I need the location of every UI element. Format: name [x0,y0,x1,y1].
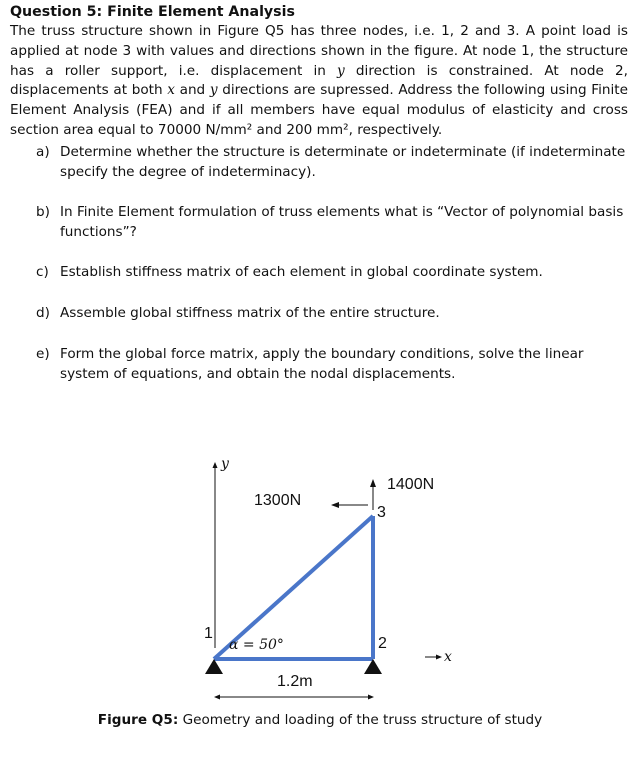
intro-part-2: direction is constrained. At node 2, displacements at both [10,62,628,99]
roller-support-icon [205,659,223,674]
y-axis-label: y [221,456,229,472]
x-axis-label: x [444,649,452,665]
item-text: Form the global force matrix, apply the boundary conditions, solve the linear system of equations, and obtain the nodal displacements. [60,346,584,382]
item-label: a) [36,144,50,160]
load-horizontal-label: 1300N [254,492,302,509]
intro-part-1: The truss structure shown in Figure Q5 has three nodes, i.e. 1, 2 and 3. A point load is applied at node 3 with values and directions shown in the figure. At node 1, the structure has a roller support, i.e. displacement in [10,23,628,79]
question-title: Question 5: Finite Element Analysis [10,4,295,20]
item-label: d) [36,305,50,321]
pin-support-icon [364,659,382,674]
var-x: x [167,82,175,99]
intro-part-3: and [174,82,210,99]
node-2-label: 2 [378,635,387,652]
item-text: Establish stiffness matrix of each element in global coordinate system. [60,264,543,280]
caption-label: Figure Q5: [97,712,179,728]
angle-label: α = 50° [229,637,284,653]
item-label: e) [36,346,50,362]
caption-text: Geometry and loading of the truss structure of study [178,712,543,728]
load-vertical-label: 1400N [387,476,435,493]
item-label: c) [36,264,49,280]
span-label: 1.2m [277,673,313,690]
item-text: Assemble global stiffness matrix of the entire structure. [60,305,440,321]
var-y: y [209,82,218,99]
node-1-label: 1 [204,625,213,642]
item-label: b) [36,204,50,220]
node-3-label: 3 [377,504,386,521]
figure-caption [0,712,640,728]
item-text: In Finite Element formulation of truss elements what is “Vector of polynomial basis functions”? [60,204,624,240]
var-y: y [337,62,345,79]
intro-part-4: directions are supressed. Address the following using Finite Element Analysis (FEA) and if all members have equal modulus of elasticity and cross section area equal to 70000 N/mm² and 200 mm², respectively. [10,82,628,138]
item-text: Determine whether the structure is determinate or indeterminate (if indeterminate specify the degree of indeterminacy). [60,144,626,180]
